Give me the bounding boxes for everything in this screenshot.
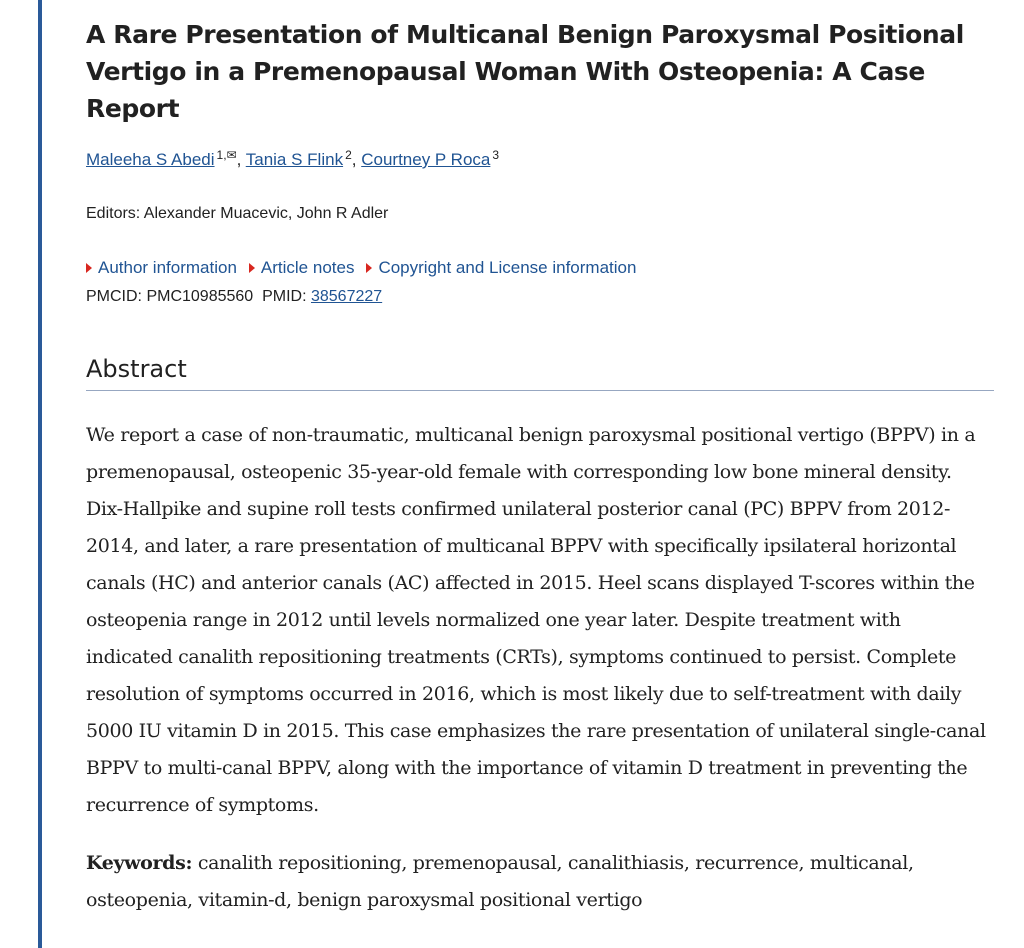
author-affiliation-sup: 3 (492, 148, 500, 162)
abstract-text: We report a case of non-traumatic, multicanal benign paroxysmal positional vertigo (BPPV) in a premenopausal, osteopenic 35-year-old female with corresponding low bone mineral density. Dix-Hallpike and supine roll tests confirmed unilateral posterior canal (PC) BPPV from 2012-2014, and later, a rare presentation of multicanal BPPV with specifically ipsilateral horizontal canals (HC) and anterior canals (AC) affected in 2015. Heel scans displayed T-scores within the osteopenia range in 2012 until levels normalized one year later. Despite treatment with indicated canalith repositioning treatments (CRTs), symptoms continued to persist. Complete resolution of symptoms occurred in 2016, which is most likely due to self-treatment with daily 5000 IU vitamin D in 2015. This case emphasizes the rare presentation of unilateral single-canal BPPV to multi-canal BPPV, along with the importance of vitamin D treatment in preventing the recurrence of symptoms. (86, 424, 986, 816)
triangle-right-icon (249, 263, 255, 273)
article-title: A Rare Presentation of Multicanal Benign Paroxysmal Positional Vertigo in a Premenopausal Woman With Osteopenia: A Case Report (86, 20, 964, 123)
author-link-abedi[interactable]: Maleeha S Abedi (86, 150, 215, 169)
author-affiliation-sup: 2 (345, 148, 352, 162)
keywords (86, 845, 991, 919)
author-link-roca[interactable]: Courtney P Roca (361, 150, 491, 169)
editors-line: Editors: Alexander Muacevic, John R Adler (86, 205, 389, 222)
info-link-label: Article notes (260, 258, 355, 277)
article-ids (86, 286, 994, 308)
keywords-label: Keywords: (86, 852, 193, 874)
triangle-right-icon (366, 263, 372, 273)
author-list: Maleeha S Abedi $^{1,✉}$, Tania S Flink $^2$, Courtney P Roca $^3$ (86, 148, 500, 169)
copyright-license-toggle[interactable] (366, 257, 636, 279)
pmcid: PMCID: PMC10985560 (86, 288, 254, 305)
info-link-label: Author information (98, 258, 237, 277)
keywords-list: canalith repositioning, premenopausal, canalithiasis, recurrence, multicanal, osteopenia, vitamin-d, benign paroxysmal positional vertigo (86, 852, 914, 911)
author-affiliation-sup[interactable]: 1,✉ (216, 148, 237, 162)
article-header (86, 0, 994, 938)
left-accent-rule (38, 0, 42, 948)
triangle-right-icon (86, 263, 92, 273)
author-link-flink[interactable]: Tania S Flink (245, 150, 344, 169)
info-link-label: Copyright and License information (378, 258, 637, 277)
info-links (86, 257, 994, 279)
abstract-heading: Abstract (86, 354, 994, 391)
author-information-toggle[interactable] (86, 257, 237, 279)
pmid-link[interactable]: 38567227 (310, 288, 383, 305)
article-notes-toggle[interactable] (249, 257, 355, 279)
pmid-label: PMID: (262, 288, 307, 305)
